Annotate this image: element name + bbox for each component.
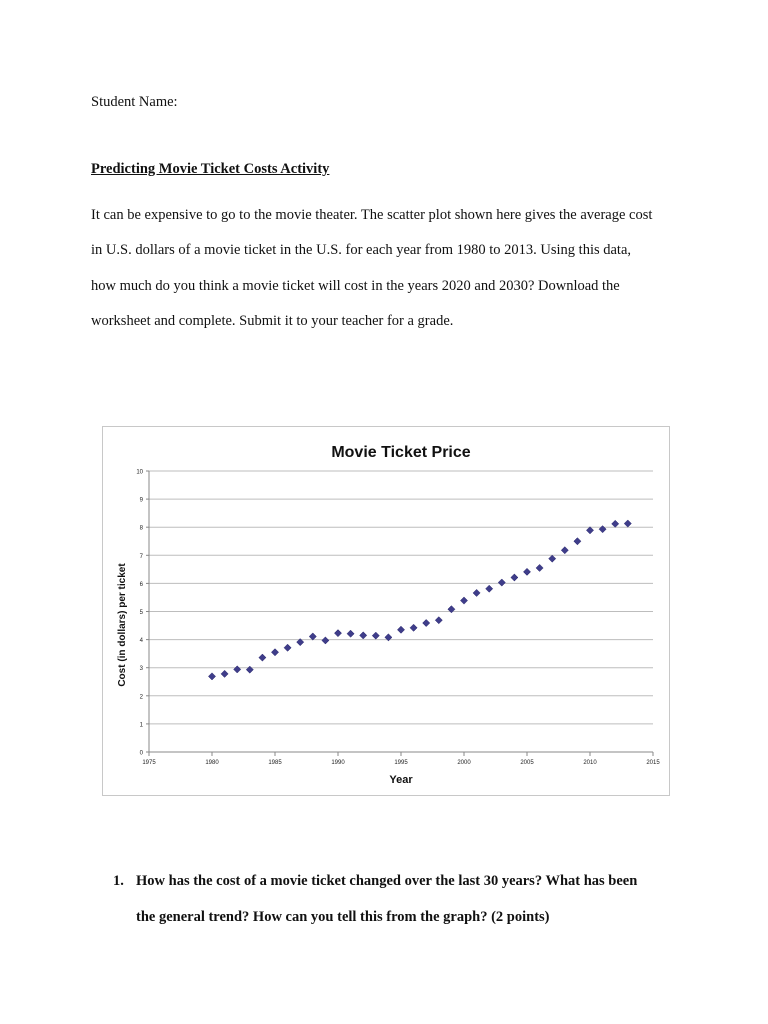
x-tick-label: 1990	[331, 760, 345, 766]
y-tick-label: 8	[139, 525, 143, 532]
data-point	[347, 630, 354, 637]
axes	[146, 471, 653, 756]
data-point	[511, 574, 518, 581]
data-point	[259, 654, 266, 661]
data-point	[397, 626, 404, 633]
data-point	[561, 547, 568, 554]
data-point	[221, 670, 228, 677]
data-point	[309, 633, 316, 640]
data-point	[271, 649, 278, 656]
data-point	[586, 527, 593, 534]
y-axis-label: Cost (in dollars) per ticket	[117, 563, 128, 687]
y-tick-label: 6	[139, 581, 143, 588]
data-point	[410, 624, 417, 631]
y-tick-label: 0	[139, 750, 143, 757]
instructions-line: It can be expensive to go to the movie theater. The scatter plot shown here gives the average cost	[91, 207, 653, 223]
data-point	[574, 538, 581, 545]
x-tick-label: 1975	[142, 760, 156, 766]
data-points	[208, 520, 631, 680]
chart-title: Movie Ticket Price	[331, 444, 471, 461]
data-point	[334, 630, 341, 637]
scatter-chart	[103, 427, 671, 797]
y-tick-label: 7	[139, 553, 143, 560]
data-point	[599, 526, 606, 533]
data-point	[246, 666, 253, 673]
data-point	[360, 632, 367, 639]
x-tick-label: 1980	[205, 760, 219, 766]
student-name-label: Student Name:	[91, 94, 178, 110]
data-point	[523, 568, 530, 575]
y-tick-label: 4	[139, 638, 143, 645]
data-point	[322, 637, 329, 644]
question-line: the general trend? How can you tell this from the graph? (2 points)	[136, 908, 550, 925]
data-point	[486, 585, 493, 592]
question-number: 1.	[113, 873, 124, 889]
instructions-line: how much do you think a movie ticket will cost in the years 2020 and 2030? Download the	[91, 277, 620, 294]
data-point	[208, 673, 215, 680]
y-tick-label: 2	[139, 694, 143, 701]
instructions-paragraph	[91, 198, 691, 340]
x-axis-label: Year	[389, 774, 413, 786]
data-point	[234, 666, 241, 673]
instructions-line: in U.S. dollars of a movie ticket in the U.S. for each year from 1980 to 2013. Using this data,	[91, 242, 632, 259]
y-tick-label: 9	[139, 497, 143, 504]
question-line: How has the cost of a movie ticket changed over the last 30 years? What has been	[136, 873, 638, 889]
data-point	[536, 564, 543, 571]
y-tick-label: 1	[139, 722, 143, 729]
activity-title: Predicting Movie Ticket Costs Activity	[91, 161, 330, 177]
instructions-line: worksheet and complete. Submit it to your teacher for a grade.	[91, 313, 454, 330]
y-tick-label: 10	[136, 469, 143, 476]
y-tick-label: 5	[139, 610, 143, 616]
data-point	[612, 520, 619, 527]
x-tick-label: 1995	[394, 760, 408, 766]
x-tick-label: 1985	[268, 760, 282, 766]
data-point	[460, 597, 467, 604]
x-tick-label: 2010	[583, 760, 597, 766]
data-point	[473, 589, 480, 596]
x-tick-label: 2015	[646, 760, 660, 766]
gridlines	[149, 471, 653, 724]
scatter-chart-figure	[102, 426, 670, 796]
x-tick-label: 2000	[457, 760, 471, 766]
data-point	[435, 617, 442, 624]
data-point	[549, 555, 556, 562]
tick-labels	[136, 470, 660, 767]
data-point	[624, 520, 631, 527]
data-point	[372, 632, 379, 639]
y-tick-label: 3	[139, 666, 143, 673]
data-point	[498, 579, 505, 586]
data-point	[423, 619, 430, 626]
data-point	[284, 644, 291, 651]
x-tick-label: 2005	[520, 760, 534, 766]
